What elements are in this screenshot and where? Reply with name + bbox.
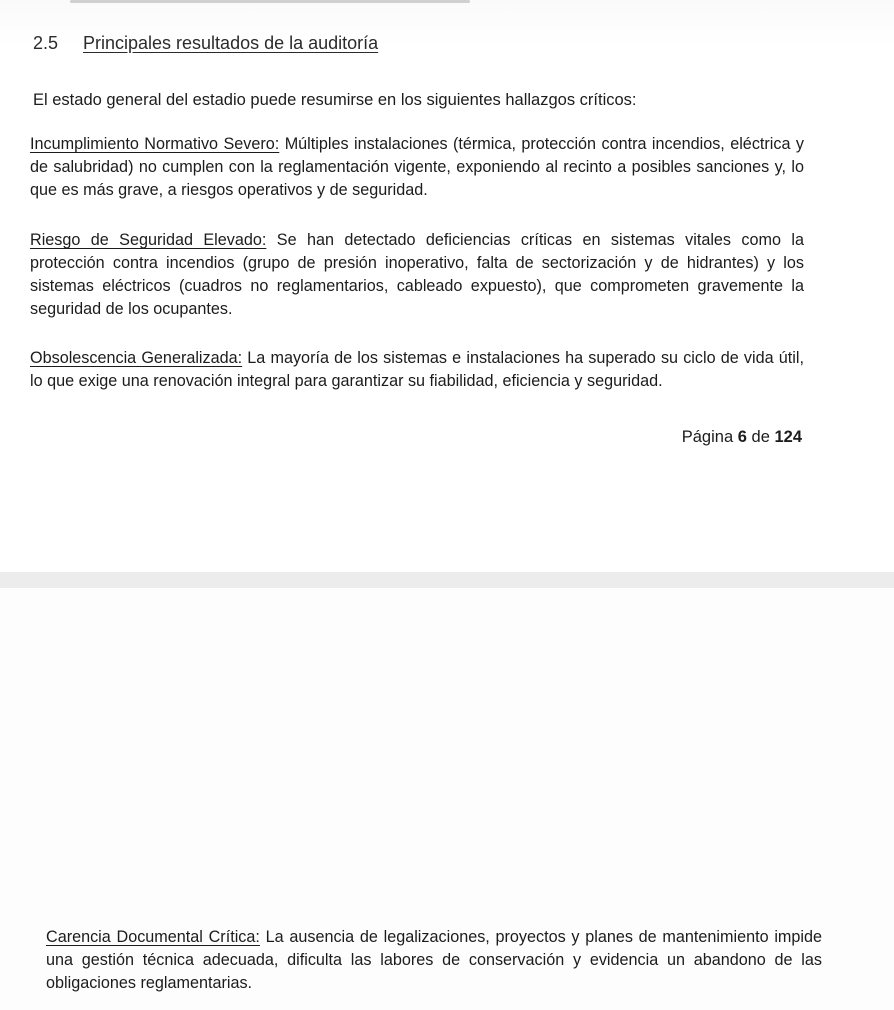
finding-text: La mayoría de los sistemas e instalaciones ha superado su ciclo de vida útil, lo que exige una renovación integral para garantizar su fiabilidad, eficiencia y seguridad.	[30, 349, 804, 390]
section-title: Principales resultados de la auditoría	[83, 33, 379, 53]
finding-label: Incumplimiento Normativo Severo:	[30, 135, 280, 153]
section-number: 2.5	[33, 33, 59, 53]
finding-paragraph	[30, 229, 804, 321]
finding-paragraph	[30, 347, 804, 393]
finding-label: Carencia Documental Crítica:	[46, 928, 260, 946]
page-number-separator: de	[751, 428, 770, 446]
finding-label: Obsolescencia Generalizada:	[30, 349, 243, 367]
page-number-current: 6	[737, 428, 747, 446]
section-heading	[33, 33, 378, 54]
finding-text: Múltiples instalaciones (térmica, protección contra incendios, eléctrica y de salubridad) no cumplen con la reglamentación vigente, exponiendo al recinto a posibles sanciones y, lo que es más grave, a riesgos operativos y de seguridad.	[30, 135, 805, 199]
intro-paragraph: El estado general del estadio puede resumirse en los siguientes hallazgos críticos:	[33, 91, 637, 109]
finding-label: Riesgo de Seguridad Elevado:	[30, 231, 267, 249]
finding-text: Se han detectado deficiencias críticas en sistemas vitales como la protección contra incendios (grupo de presión inoperativo, falta de sectorización y de hidrantes) y los sistemas eléctricos (cuadros no reglamentarios, cableado expuesto), que comprometen gravemente la seguridad de los ocupantes.	[30, 231, 804, 318]
finding-paragraph	[46, 926, 822, 995]
page-number-total: 124	[774, 428, 802, 446]
previous-line-remnant	[70, 0, 470, 3]
finding-text: La ausencia de legalizaciones, proyectos y planes de mantenimiento impide una gestión técnica adecuada, dificulta las labores de conservación y evidencia un abandono de las obligaciones reglamentarias.	[46, 928, 823, 992]
finding-paragraph	[30, 133, 804, 202]
page-separator	[0, 572, 894, 588]
page-number	[682, 428, 802, 447]
page-number-prefix: Página	[681, 428, 734, 446]
